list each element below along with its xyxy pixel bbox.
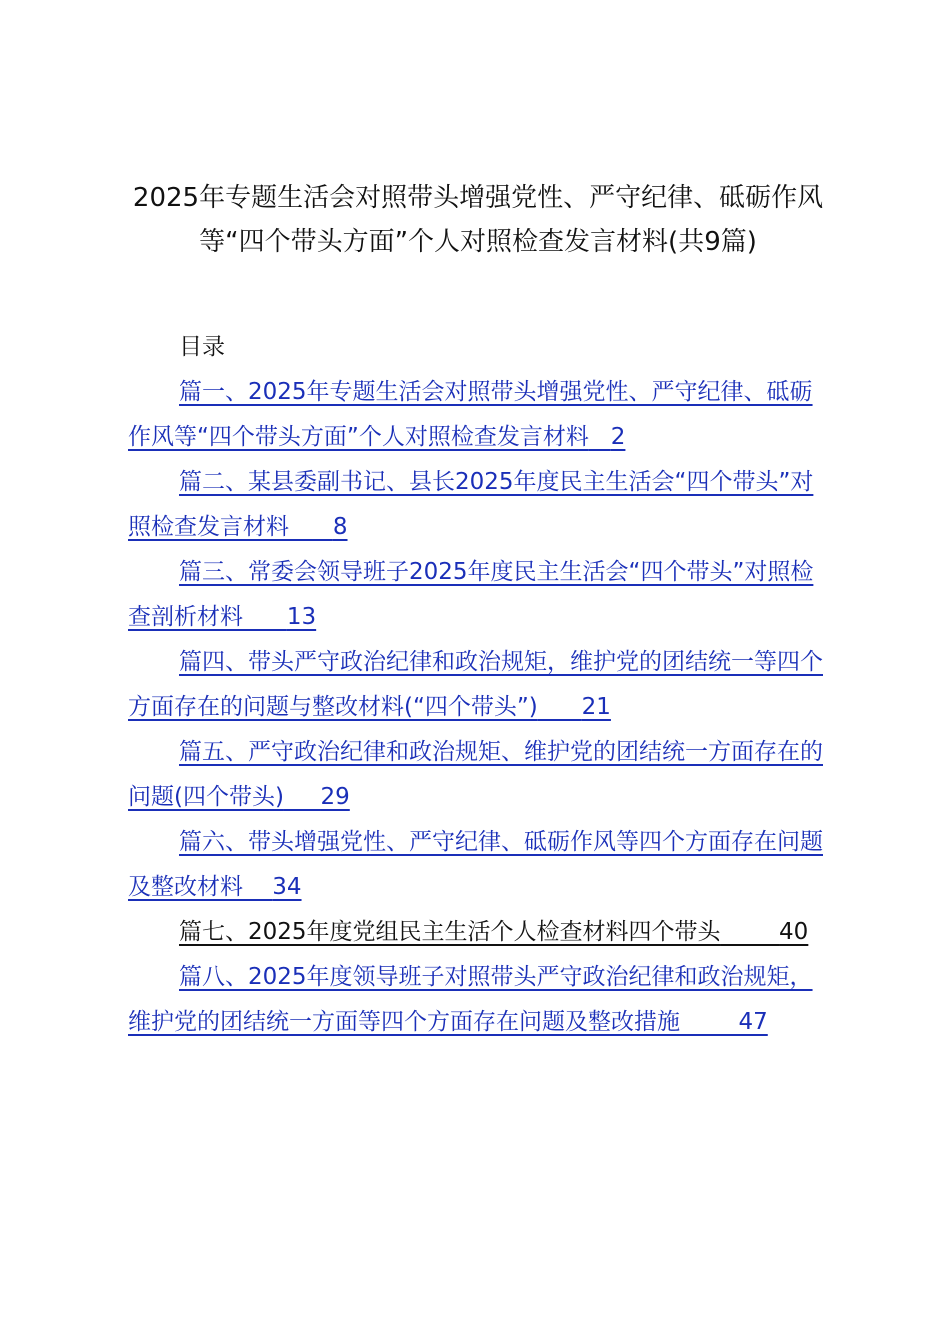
toc-entry-5[interactable] [128,730,833,820]
toc-entry-text: 篇三、常委会领导班子2025年度民主生活会“四个带头”对照检查剖析材料 [128,559,814,630]
toc-entry-page: 13 [286,604,317,630]
toc-entry-text: 篇四、带头严守政治纪律和政治规矩，维护党的团结统一等四个方面存在的问题与整改材料(“四个带头”) [128,649,823,720]
toc-entry-7[interactable] [128,910,833,955]
toc-entry-1[interactable] [128,370,833,460]
toc-entry-page: 40 [779,919,809,945]
toc-entry-text: 篇一、2025年专题生活会对照带头增强党性、严守纪律、砥砺作风等“四个带头方面”个人对照检查发言材料 [128,379,813,450]
toc-entry-8[interactable] [128,955,833,1045]
toc-entry-2[interactable] [128,460,833,550]
toc-entry-text: 篇六、带头增强党性、严守纪律、砥砺作风等四个方面存在问题及整改材料 [128,829,823,900]
toc-entry-page: 34 [272,874,302,900]
table-of-contents [128,370,833,1045]
toc-entry-4[interactable] [128,640,833,730]
toc-entry-page: 21 [581,694,611,720]
toc-entry-page: 2 [610,424,626,450]
document-title: 2025年专题生活会对照带头增强党性、严守纪律、砥砺作风等“四个带头方面”个人对照检查发言材料(共9篇) [132,183,824,257]
toc-entry-text: 篇五、严守政治纪律和政治规矩、维护党的团结统一方面存在的问题(四个带头) [128,739,823,810]
toc-entry-text: 篇八、2025年度领导班子对照带头严守政治纪律和政治规矩，维护党的团结统一方面等四个方面存在问题及整改措施 [128,964,813,1035]
toc-entry-page: 29 [320,784,350,810]
toc-entry-page: 8 [332,514,348,540]
toc-heading: 目录 [179,334,225,360]
toc-entry-text: 篇二、某县委副书记、县长2025年度民主生活会“四个带头”对照检查发言材料 [128,469,814,540]
toc-entry-6[interactable] [128,820,833,910]
toc-entry-3[interactable] [128,550,833,640]
toc-entry-text: 篇七、2025年度党组民主生活个人检查材料四个带头 [179,919,721,945]
toc-entry-page: 47 [738,1009,768,1035]
